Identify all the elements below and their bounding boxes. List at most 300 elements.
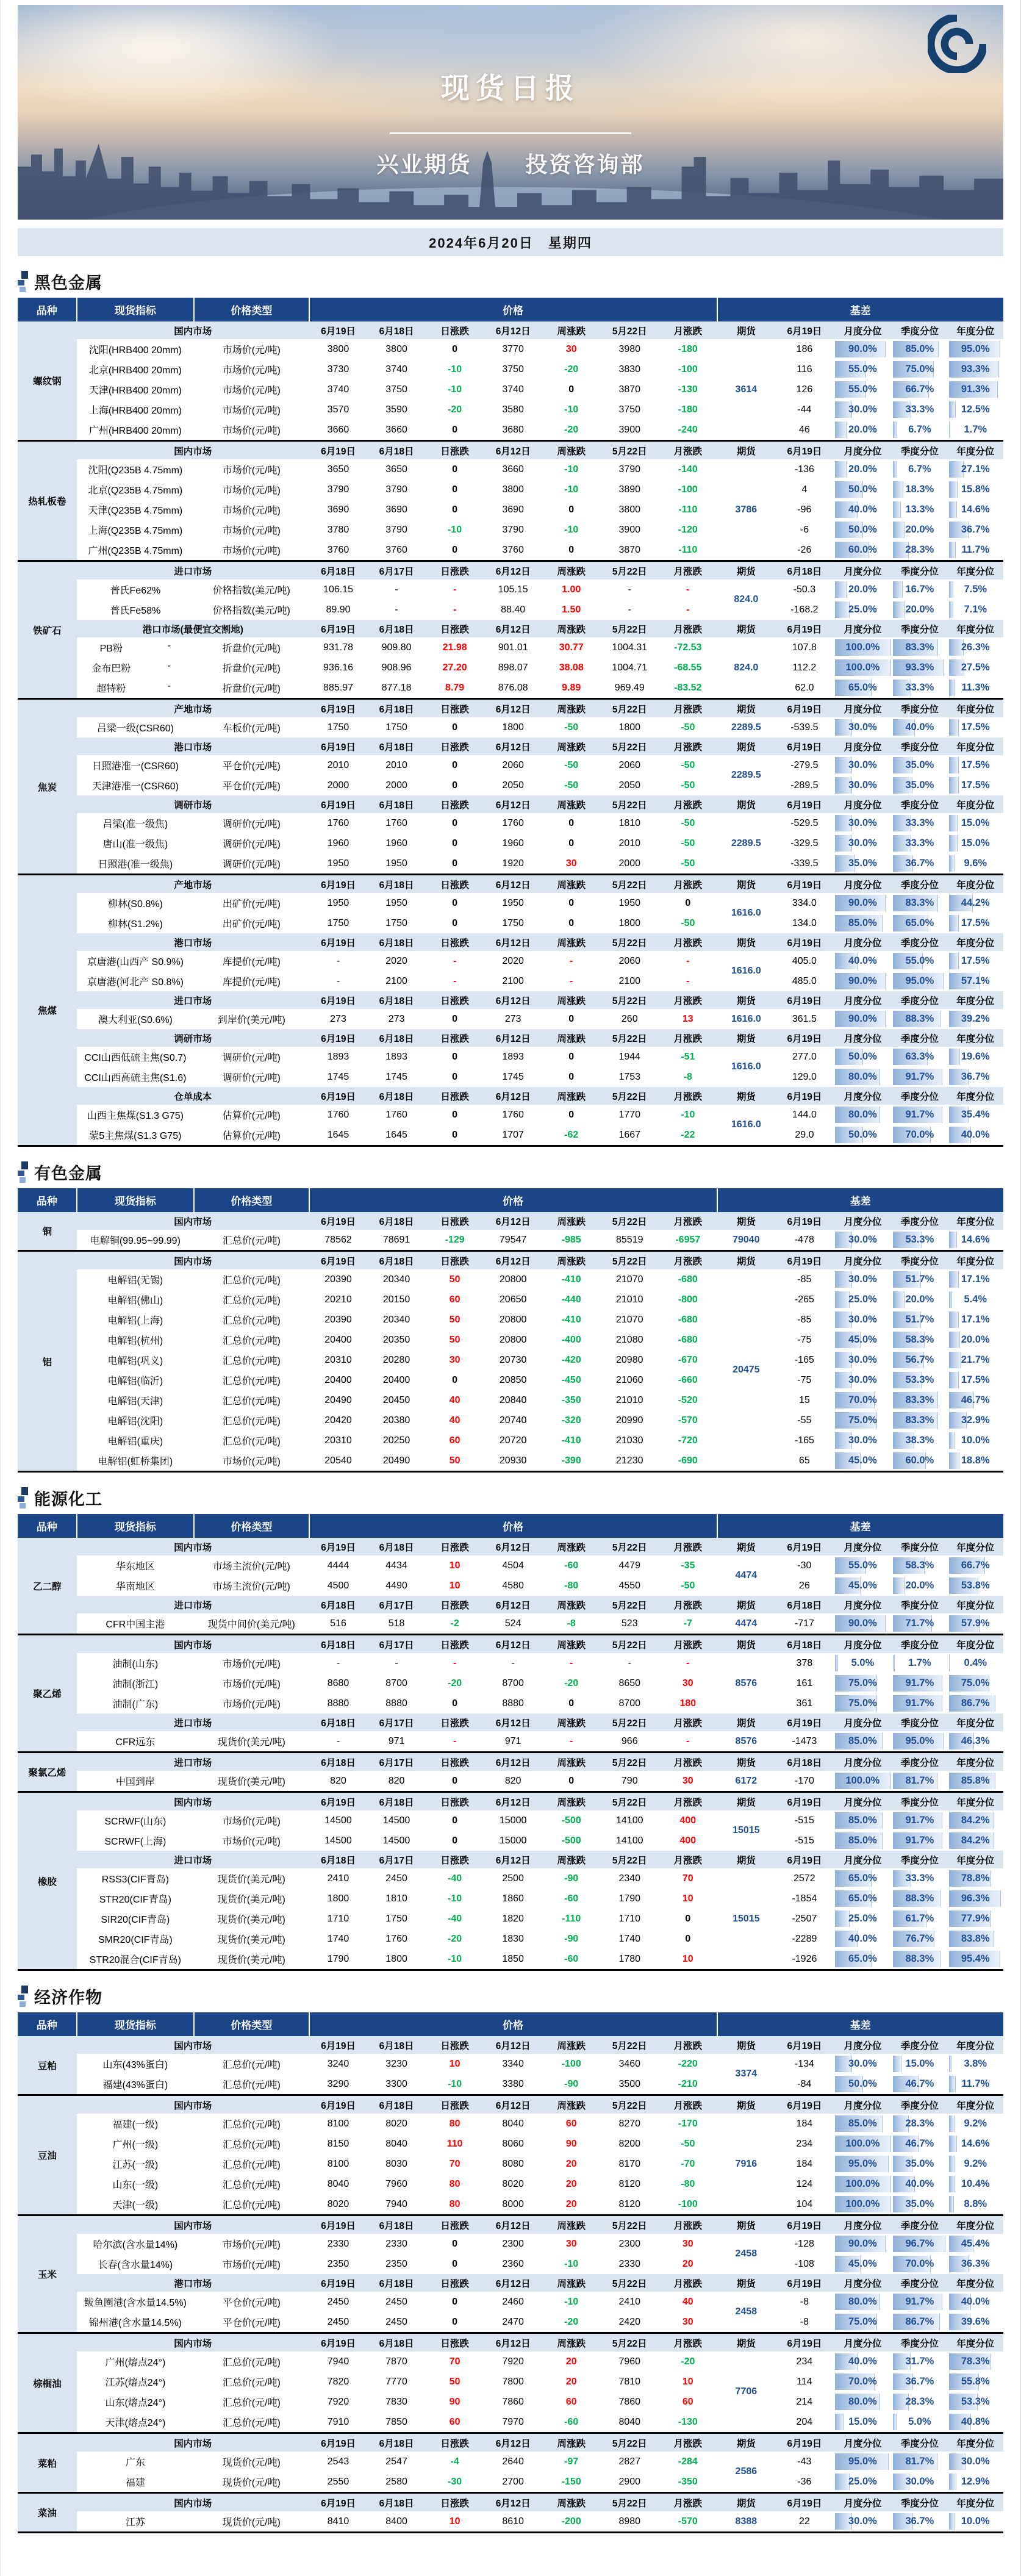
basis-cell: -329.5 bbox=[775, 833, 834, 853]
change-cell: -20 bbox=[426, 1929, 484, 1949]
price-type-cell: 价格指数(美元/吨) bbox=[194, 579, 309, 600]
column-date-header: 月涨跌 bbox=[659, 2215, 717, 2234]
futures-column-header: 期货 bbox=[717, 1851, 776, 1868]
change-cell: -80 bbox=[542, 1576, 601, 1596]
change-cell: 50 bbox=[426, 1310, 484, 1330]
change-cell: 70 bbox=[426, 2154, 484, 2174]
change-cell: -110 bbox=[659, 500, 717, 520]
change-cell: 50 bbox=[426, 2372, 484, 2392]
hero-overlay bbox=[18, 5, 1003, 220]
change-cell: -500 bbox=[542, 1831, 601, 1851]
percentile-cell: 11.7% bbox=[948, 540, 1003, 561]
price-cell: 8100 bbox=[309, 2114, 368, 2134]
price-cell: 2500 bbox=[484, 1868, 542, 1889]
futures-column-header: 期货 bbox=[717, 795, 776, 813]
basis-cell: 112.2 bbox=[775, 658, 834, 678]
percentile-cell: 32.9% bbox=[948, 1410, 1003, 1430]
price-cell: 2450 bbox=[367, 1868, 426, 1889]
change-cell: -50 bbox=[659, 913, 717, 933]
indicator-cell: 电解铝(上海) bbox=[77, 1310, 194, 1330]
column-date-header: 月涨跌 bbox=[659, 620, 717, 637]
percentile-cell: 6.7% bbox=[892, 420, 947, 441]
pct-quarter-header: 季度分位 bbox=[892, 1635, 947, 1654]
hero-banner bbox=[18, 5, 1003, 220]
column-group-header: 基差 bbox=[717, 1188, 1003, 1212]
percentile-cell: 85.8% bbox=[948, 1771, 1003, 1792]
price-cell: 1800 bbox=[484, 717, 542, 737]
change-cell: 0 bbox=[542, 813, 601, 833]
change-cell: 30 bbox=[542, 339, 601, 359]
price-type-cell: 市场价(元/吨) bbox=[194, 1451, 309, 1472]
pct-month-header: 月度分位 bbox=[834, 2274, 892, 2292]
column-date-header: 日涨跌 bbox=[426, 1713, 484, 1731]
price-cell: 15000 bbox=[484, 1810, 542, 1831]
change-cell: 0 bbox=[426, 893, 484, 913]
variety-cell: 铜 bbox=[18, 1212, 77, 1251]
price-cell: 88.40 bbox=[484, 600, 542, 620]
price-cell: 7960 bbox=[600, 2352, 659, 2372]
pct-month-header: 月度分位 bbox=[834, 561, 892, 580]
price-cell: 2020 bbox=[367, 951, 426, 971]
basis-cell: 129.0 bbox=[775, 1067, 834, 1087]
percentile-bar bbox=[949, 2176, 955, 2192]
pct-year-header: 年度分位 bbox=[948, 620, 1003, 637]
price-cell: 518 bbox=[367, 1613, 426, 1635]
percentile-cell: 33.3% bbox=[892, 813, 947, 833]
price-cell: - bbox=[600, 579, 659, 600]
indicator-cell: 广东 bbox=[77, 2452, 194, 2472]
indicator-cell: 福建 bbox=[77, 2472, 194, 2493]
percentile-bar bbox=[835, 581, 847, 598]
column-date-header: 6月19日 bbox=[309, 2274, 368, 2292]
price-cell: 14100 bbox=[600, 1810, 659, 1831]
market-label: 国内市场 bbox=[77, 1538, 309, 1555]
price-cell: 21010 bbox=[600, 1390, 659, 1410]
indicator-cell: 北京(Q235B 4.75mm) bbox=[77, 479, 194, 500]
price-cell: 2330 bbox=[309, 2234, 368, 2254]
change-cell: 0 bbox=[426, 339, 484, 359]
data-row bbox=[18, 1731, 1003, 1753]
price-cell: 20730 bbox=[484, 1350, 542, 1370]
basis-cell: 186 bbox=[775, 339, 834, 359]
percentile-bar bbox=[835, 2414, 844, 2430]
column-date-header: 6月18日 bbox=[367, 933, 426, 951]
percentile-cell: 9.2% bbox=[948, 2114, 1003, 2134]
percentile-cell: 86.7% bbox=[892, 2312, 947, 2333]
pct-month-header: 月度分位 bbox=[834, 321, 892, 339]
price-cell: 8880 bbox=[309, 1693, 368, 1713]
price-cell: 8880 bbox=[484, 1693, 542, 1713]
percentile-cell: 53.3% bbox=[948, 2392, 1003, 2412]
percentile-cell: 6.7% bbox=[892, 459, 947, 479]
column-date-header: 日涨跌 bbox=[426, 620, 484, 637]
price-cell: 2550 bbox=[309, 2472, 368, 2493]
basis-cell: -44 bbox=[775, 400, 834, 420]
data-row bbox=[18, 379, 1003, 400]
data-row bbox=[18, 833, 1003, 853]
basis-date-header: 6月18日 bbox=[775, 1753, 834, 1771]
percentile-cell: 40.0% bbox=[834, 951, 892, 971]
futures-cell: 2586 bbox=[717, 2452, 776, 2493]
price-type-cell: 折盘价(元/吨) bbox=[194, 678, 309, 699]
change-cell: 1.00 bbox=[542, 579, 601, 600]
change-cell: 60 bbox=[426, 1430, 484, 1451]
column-date-header: 5月22日 bbox=[600, 1596, 659, 1613]
futures-cell: 8576 bbox=[717, 1653, 776, 1713]
change-cell: 30 bbox=[659, 1771, 717, 1792]
indicator-cell: 日照港(准一级焦) bbox=[77, 853, 194, 875]
column-group-header: 现货指标 bbox=[77, 1514, 194, 1538]
market-header-row bbox=[18, 1851, 1003, 1868]
change-cell: 1.50 bbox=[542, 600, 601, 620]
price-type-cell: 市场价(元/吨) bbox=[194, 540, 309, 561]
percentile-cell: 10.0% bbox=[948, 2511, 1003, 2533]
change-cell: - bbox=[659, 971, 717, 991]
percentile-bar bbox=[835, 601, 850, 618]
change-cell: - bbox=[659, 1731, 717, 1753]
column-date-header: 6月12日 bbox=[484, 2493, 542, 2512]
percentile-cell: 86.7% bbox=[948, 1693, 1003, 1713]
percentile-cell: 51.7% bbox=[892, 1310, 947, 1330]
market-header-row bbox=[18, 1792, 1003, 1811]
indicator-cell: 天津(Q235B 4.75mm) bbox=[77, 500, 194, 520]
basis-cell: 361.5 bbox=[775, 1009, 834, 1029]
indicator-cell: 普氏Fe58% bbox=[77, 600, 194, 620]
pct-year-header: 年度分位 bbox=[948, 1538, 1003, 1555]
price-cell: 20720 bbox=[484, 1430, 542, 1451]
change-cell: -140 bbox=[659, 459, 717, 479]
column-date-header: 日涨跌 bbox=[426, 991, 484, 1009]
basis-cell: 334.0 bbox=[775, 893, 834, 913]
column-group-header: 基差 bbox=[717, 298, 1003, 321]
percentile-cell: 70.0% bbox=[892, 2254, 947, 2274]
percentile-cell: 30.0% bbox=[834, 1269, 892, 1290]
percentile-cell: 70.0% bbox=[834, 2372, 892, 2392]
price-cell: 1750 bbox=[367, 1909, 426, 1929]
data-row bbox=[18, 339, 1003, 359]
pct-year-header: 年度分位 bbox=[948, 2493, 1003, 2512]
section-economic-crops bbox=[18, 1984, 1003, 2533]
price-cell: 7940 bbox=[309, 2352, 368, 2372]
change-cell: 0 bbox=[426, 1810, 484, 1831]
percentile-cell: 91.7% bbox=[892, 1067, 947, 1087]
pct-year-header: 年度分位 bbox=[948, 2215, 1003, 2234]
futures-cell: 2289.5 bbox=[717, 813, 776, 875]
data-row bbox=[18, 893, 1003, 913]
column-date-header: 6月18日 bbox=[367, 321, 426, 339]
percentile-cell: 53.8% bbox=[948, 1576, 1003, 1596]
change-cell: 0 bbox=[426, 459, 484, 479]
column-date-header: 5月22日 bbox=[600, 2095, 659, 2114]
percentile-cell: 85.0% bbox=[834, 1810, 892, 1831]
change-cell: 0 bbox=[426, 913, 484, 933]
market-label: 港口市场 bbox=[77, 737, 309, 755]
percentile-cell: 58.3% bbox=[892, 1555, 947, 1576]
price-cell: 3750 bbox=[484, 359, 542, 379]
change-cell: -10 bbox=[426, 359, 484, 379]
price-cell: 21070 bbox=[600, 1269, 659, 1290]
basis-cell: -539.5 bbox=[775, 717, 834, 737]
price-cell: 3760 bbox=[484, 540, 542, 561]
price-cell: 7800 bbox=[484, 2372, 542, 2392]
price-cell: 7830 bbox=[367, 2392, 426, 2412]
price-cell: 1760 bbox=[309, 813, 368, 833]
column-date-header: 5月22日 bbox=[600, 321, 659, 339]
column-date-header: 5月22日 bbox=[600, 699, 659, 718]
percentile-cell: 30.0% bbox=[834, 775, 892, 795]
change-cell: -60 bbox=[542, 2412, 601, 2433]
change-cell: - bbox=[542, 1653, 601, 1673]
percentile-bar bbox=[949, 422, 950, 438]
column-date-header: 日涨跌 bbox=[426, 1851, 484, 1868]
percentile-bar bbox=[949, 1452, 959, 1469]
pct-year-header: 年度分位 bbox=[948, 1087, 1003, 1105]
percentile-cell: 60.0% bbox=[892, 1451, 947, 1472]
pct-month-header: 月度分位 bbox=[834, 1212, 892, 1230]
column-group-header: 品种 bbox=[18, 1514, 77, 1538]
price-cell: 20420 bbox=[309, 1410, 368, 1430]
data-row bbox=[18, 600, 1003, 620]
price-type-cell: 调研价(元/吨) bbox=[194, 853, 309, 875]
column-date-header: 日涨跌 bbox=[426, 2215, 484, 2234]
column-date-header: 6月12日 bbox=[484, 1212, 542, 1230]
price-cell: 3750 bbox=[367, 379, 426, 400]
column-date-header: 6月18日 bbox=[367, 991, 426, 1009]
price-cell: 20280 bbox=[367, 1350, 426, 1370]
price-cell: 21030 bbox=[600, 1430, 659, 1451]
column-date-header: 日涨跌 bbox=[426, 1538, 484, 1555]
percentile-cell: 45.0% bbox=[834, 1576, 892, 1596]
change-cell: -10 bbox=[426, 520, 484, 540]
percentile-cell: 91.3% bbox=[948, 379, 1003, 400]
price-cell: 15000 bbox=[484, 1831, 542, 1851]
price-cell: 936.16 bbox=[309, 658, 368, 678]
basis-cell: 214 bbox=[775, 2392, 834, 2412]
change-cell: -22 bbox=[659, 1125, 717, 1146]
futures-column-header: 期货 bbox=[717, 2215, 776, 2234]
indicator-cell: 吕梁(准一级焦) bbox=[77, 813, 194, 833]
percentile-cell: 27.5% bbox=[948, 658, 1003, 678]
column-date-header: 日涨跌 bbox=[426, 2095, 484, 2114]
price-cell: - bbox=[600, 600, 659, 620]
pct-quarter-header: 季度分位 bbox=[892, 1792, 947, 1811]
price-cell: 7920 bbox=[309, 2392, 368, 2412]
change-cell: -6957 bbox=[659, 1230, 717, 1251]
column-date-header: 日涨跌 bbox=[426, 1753, 484, 1771]
basis-cell: 184 bbox=[775, 2114, 834, 2134]
market-header-row bbox=[18, 991, 1003, 1009]
market-label: 进口市场 bbox=[77, 1596, 309, 1613]
price-cell: 20800 bbox=[484, 1310, 542, 1330]
data-row bbox=[18, 1613, 1003, 1635]
column-date-header: 6月19日 bbox=[309, 1251, 368, 1270]
indicator-cell: SCRWF(山东) bbox=[77, 1810, 194, 1831]
pct-year-header: 年度分位 bbox=[948, 737, 1003, 755]
indicator-cell: 电解铝(巩义) bbox=[77, 1350, 194, 1370]
percentile-cell: 93.3% bbox=[948, 359, 1003, 379]
percentile-bar bbox=[949, 2076, 956, 2092]
percentile-cell: 61.7% bbox=[892, 1909, 947, 1929]
basis-cell: -75 bbox=[775, 1330, 834, 1350]
futures-column-header: 期货 bbox=[717, 1792, 776, 1811]
basis-cell: -339.5 bbox=[775, 853, 834, 875]
column-date-header: 5月22日 bbox=[600, 1087, 659, 1105]
data-row bbox=[18, 2234, 1003, 2254]
percentile-bar bbox=[949, 601, 953, 618]
percentile-cell: 100.0% bbox=[834, 2174, 892, 2194]
percentile-bar bbox=[949, 542, 956, 558]
price-type-cell: 市场价(元/吨) bbox=[194, 1693, 309, 1713]
price-type-cell: 汇总价(元/吨) bbox=[194, 2054, 309, 2074]
change-cell: 20 bbox=[542, 2174, 601, 2194]
column-date-header: 6月18日 bbox=[309, 1753, 368, 1771]
price-cell: 1004.71 bbox=[600, 658, 659, 678]
change-cell: 90 bbox=[542, 2134, 601, 2154]
price-cell: 909.80 bbox=[367, 637, 426, 658]
price-type-cell: 市场价(元/吨) bbox=[194, 1831, 309, 1851]
change-cell: 60 bbox=[542, 2392, 601, 2412]
basis-date-header: 6月18日 bbox=[775, 1635, 834, 1654]
change-cell: -50 bbox=[659, 755, 717, 775]
change-cell: 0 bbox=[426, 833, 484, 853]
price-cell: 273 bbox=[484, 1009, 542, 1029]
indicator-cell: 油制(山东) bbox=[77, 1653, 194, 1673]
section-header bbox=[18, 1486, 1003, 1510]
price-cell: 2410 bbox=[600, 2292, 659, 2312]
indicator-cell: STR20(CIF青岛) bbox=[77, 1889, 194, 1909]
basis-cell: -8 bbox=[775, 2292, 834, 2312]
price-type-cell: 市场价(元/吨) bbox=[194, 1653, 309, 1673]
percentile-cell: 30.0% bbox=[834, 2054, 892, 2074]
column-date-header: 6月19日 bbox=[309, 737, 368, 755]
column-date-header: 6月18日 bbox=[367, 2095, 426, 2114]
percentile-cell: 83.3% bbox=[892, 893, 947, 913]
market-label: 产地市场 bbox=[77, 699, 309, 718]
basis-date-header: 6月19日 bbox=[775, 933, 834, 951]
price-cell: 3290 bbox=[309, 2074, 368, 2095]
price-cell: 20540 bbox=[309, 1451, 368, 1472]
price-type-cell: 市场价(元/吨) bbox=[194, 2234, 309, 2254]
price-type-cell: 汇总价(元/吨) bbox=[194, 1330, 309, 1350]
data-row bbox=[18, 2054, 1003, 2074]
price-cell: 8170 bbox=[600, 2154, 659, 2174]
percentile-cell: 91.7% bbox=[892, 1105, 947, 1125]
basis-date-header: 6月18日 bbox=[775, 561, 834, 580]
change-cell: -410 bbox=[542, 1430, 601, 1451]
column-date-header: 日涨跌 bbox=[426, 1792, 484, 1811]
change-cell: -60 bbox=[542, 1949, 601, 1970]
column-date-header: 5月22日 bbox=[600, 2433, 659, 2452]
price-cell: 2460 bbox=[484, 2292, 542, 2312]
percentile-bar bbox=[949, 777, 959, 794]
price-cell: 85519 bbox=[600, 1230, 659, 1251]
price-cell: 2420 bbox=[600, 2312, 659, 2333]
price-cell: 1760 bbox=[367, 813, 426, 833]
price-cell: 1753 bbox=[600, 1067, 659, 1087]
column-date-header: 6月19日 bbox=[309, 933, 368, 951]
change-cell: -83.52 bbox=[659, 678, 717, 699]
variety-cell: 菜油 bbox=[18, 2493, 77, 2533]
price-cell: 7770 bbox=[367, 2372, 426, 2392]
change-cell: - bbox=[426, 1731, 484, 1753]
percentile-bar bbox=[835, 422, 847, 438]
percentile-cell: 81.7% bbox=[892, 1771, 947, 1792]
basis-cell: -478 bbox=[775, 1230, 834, 1251]
change-cell: -51 bbox=[659, 1047, 717, 1067]
basis-cell: 124 bbox=[775, 2174, 834, 2194]
pct-year-header: 年度分位 bbox=[948, 1713, 1003, 1731]
price-cell: 3460 bbox=[600, 2054, 659, 2074]
data-row bbox=[18, 520, 1003, 540]
change-cell: -180 bbox=[659, 400, 717, 420]
column-date-header: 月涨跌 bbox=[659, 2274, 717, 2292]
percentile-cell: 65.0% bbox=[834, 678, 892, 699]
percentile-cell: 85.0% bbox=[834, 913, 892, 933]
price-cell: 2100 bbox=[367, 971, 426, 991]
column-date-header: 5月22日 bbox=[600, 2493, 659, 2512]
price-type-cell: 汇总价(元/吨) bbox=[194, 2074, 309, 2095]
column-date-header: 日涨跌 bbox=[426, 2274, 484, 2292]
percentile-cell: 76.7% bbox=[892, 1929, 947, 1949]
basis-date-header: 6月18日 bbox=[775, 1596, 834, 1613]
indicator-cell: 哈尔滨(含水量14%) bbox=[77, 2234, 194, 2254]
price-cell: 969.49 bbox=[600, 678, 659, 699]
column-date-header: 5月22日 bbox=[600, 1538, 659, 1555]
column-date-header: 6月19日 bbox=[309, 2036, 368, 2054]
futures-column-header: 期货 bbox=[717, 1251, 776, 1270]
price-cell: 3660 bbox=[484, 459, 542, 479]
column-date-header: 6月18日 bbox=[367, 1212, 426, 1230]
pct-quarter-header: 季度分位 bbox=[892, 321, 947, 339]
pct-quarter-header: 季度分位 bbox=[892, 1087, 947, 1105]
percentile-cell: 5.0% bbox=[834, 1653, 892, 1673]
futures-cell: 79040 bbox=[717, 1230, 776, 1251]
price-cell: 20310 bbox=[309, 1350, 368, 1370]
percentile-cell: 36.7% bbox=[892, 2511, 947, 2533]
price-cell: 89.90 bbox=[309, 600, 368, 620]
percentile-cell: 28.3% bbox=[892, 540, 947, 561]
price-cell: 2020 bbox=[484, 951, 542, 971]
change-cell: 50 bbox=[426, 1330, 484, 1350]
section-black-metals bbox=[18, 270, 1003, 1147]
change-cell: -35 bbox=[659, 1555, 717, 1576]
percentile-cell: 12.9% bbox=[948, 2472, 1003, 2493]
change-cell: -62 bbox=[542, 1125, 601, 1146]
change-cell: 40 bbox=[659, 2292, 717, 2312]
price-cell: 14500 bbox=[309, 1810, 368, 1831]
price-cell: 3690 bbox=[367, 500, 426, 520]
column-date-header: 日涨跌 bbox=[426, 561, 484, 580]
change-cell: 0 bbox=[426, 775, 484, 795]
price-type-cell: 折盘价(元/吨) bbox=[194, 637, 309, 658]
column-date-header: 月涨跌 bbox=[659, 2493, 717, 2512]
change-cell: 0 bbox=[659, 1909, 717, 1929]
data-row bbox=[18, 540, 1003, 561]
variety-cell: 聚氯乙烯 bbox=[18, 1753, 77, 1792]
percentile-cell: 95.0% bbox=[892, 971, 947, 991]
price-type-cell: 车板价(元/吨) bbox=[194, 717, 309, 737]
change-cell: -10 bbox=[426, 1889, 484, 1909]
percentile-cell: 83.3% bbox=[892, 637, 947, 658]
price-cell: 8980 bbox=[600, 2511, 659, 2533]
percentile-cell: 95.0% bbox=[834, 2154, 892, 2174]
price-type-cell: 汇总价(元/吨) bbox=[194, 2154, 309, 2174]
change-cell: -50 bbox=[542, 717, 601, 737]
section-title: 经济作物 bbox=[34, 1989, 102, 2007]
price-cell: 1750 bbox=[309, 913, 368, 933]
change-cell: -50 bbox=[659, 813, 717, 833]
percentile-cell: 65.0% bbox=[892, 913, 947, 933]
